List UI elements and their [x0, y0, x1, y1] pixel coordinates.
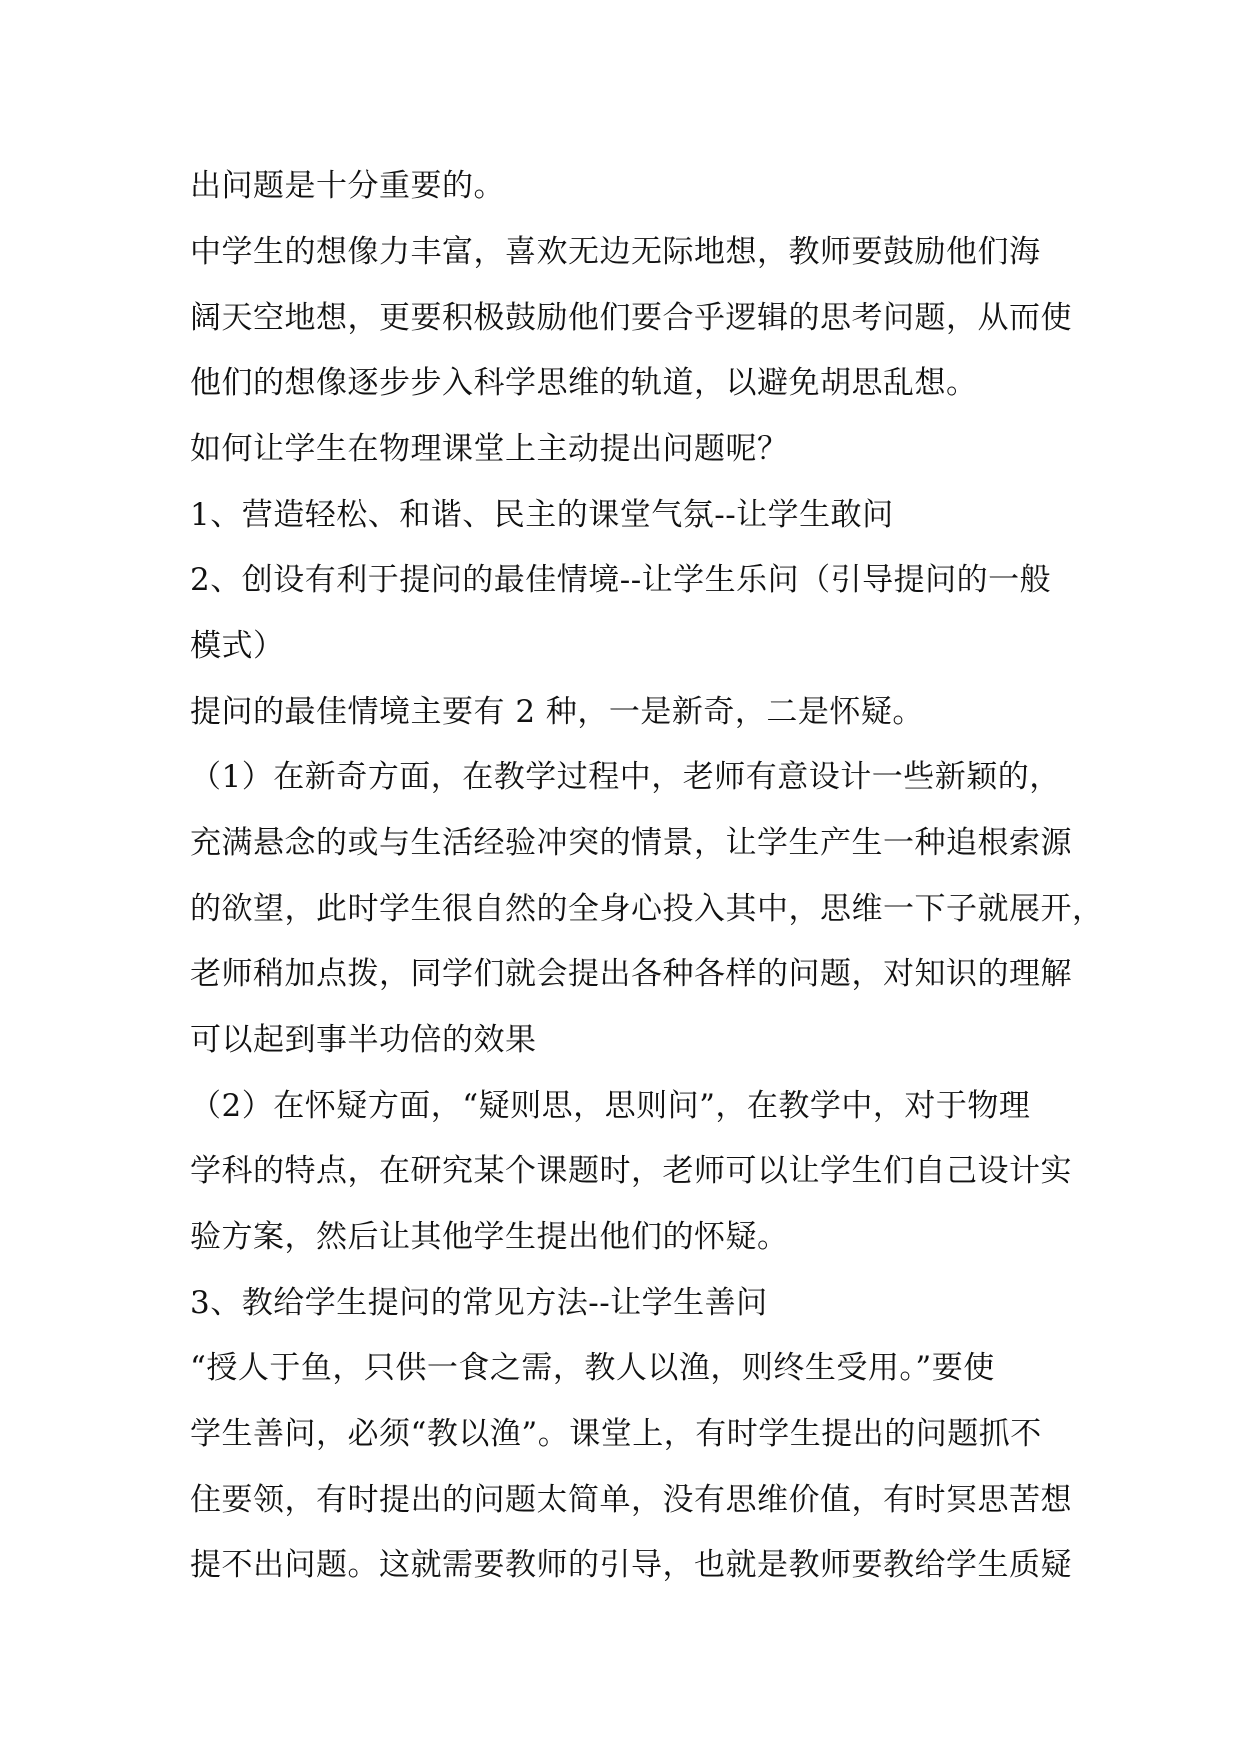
- text-line: （1）在新奇方面，在教学过程中，老师有意设计一些新颖的，: [190, 759, 1061, 795]
- text-line: 3、教给学生提问的常见方法--让学生善问: [190, 1285, 768, 1321]
- text-line: 提问的最佳情境主要有 2 种，一是新奇，二是怀疑。: [190, 694, 924, 730]
- text-line: “授人于鱼，只供一食之需，教人以渔，则终生受用。”要使: [190, 1350, 995, 1386]
- text-line: 模式）: [190, 628, 285, 664]
- text-line: 学科的特点，在研究某个课题时，老师可以让学生们自己设计实: [190, 1153, 1072, 1189]
- text-line: （2）在怀疑方面，“疑则思，思则问”，在教学中，对于物理: [190, 1088, 1031, 1124]
- text-line: 充满悬念的或与生活经验冲突的情景，让学生产生一种追根索源: [190, 825, 1072, 861]
- text-line: 验方案，然后让其他学生提出他们的怀疑。: [190, 1219, 789, 1255]
- text-line: 他们的想像逐步步入科学思维的轨道，以避免胡思乱想。: [190, 365, 978, 401]
- text-line: 出问题是十分重要的。: [190, 168, 505, 204]
- text-line: 阔天空地想，更要积极鼓励他们要合乎逻辑的思考问题，从而使: [190, 300, 1072, 336]
- text-line: 住要领，有时提出的问题太简单，没有思维价值，有时冥思苦想: [190, 1482, 1072, 1518]
- text-line: 学生善问，必须“教以渔”。课堂上，有时学生提出的问题抓不: [190, 1416, 1042, 1452]
- text-line: 的欲望，此时学生很自然的全身心投入其中，思维一下子就展开，: [190, 891, 1104, 927]
- text-line: 老师稍加点拨，同学们就会提出各种各样的问题，对知识的理解: [190, 956, 1072, 992]
- text-line: 1、营造轻松、和谐、民主的课堂气氛--让学生敢问: [190, 497, 894, 533]
- text-line: 中学生的想像力丰富，喜欢无边无际地想，教师要鼓励他们海: [190, 234, 1041, 270]
- text-line: 可以起到事半功倍的效果: [190, 1022, 537, 1058]
- text-line: 提不出问题。这就需要教师的引导，也就是教师要教给学生质疑: [190, 1547, 1072, 1583]
- text-line: 2、创设有利于提问的最佳情境--让学生乐问（引导提问的一般: [190, 562, 1052, 598]
- text-line: 如何让学生在物理课堂上主动提出问题呢？: [190, 431, 789, 467]
